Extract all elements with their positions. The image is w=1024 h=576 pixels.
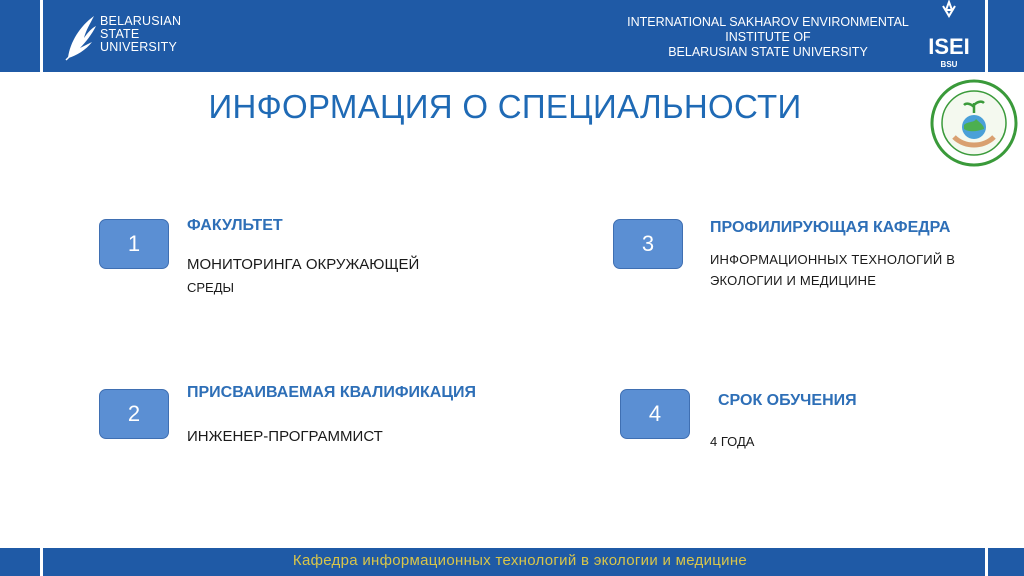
isei-logo-icon xyxy=(928,0,970,70)
isei-line-1: INTERNATIONAL SAKHAROV ENVIRONMENTAL xyxy=(627,15,909,29)
bsu-line-1: BELARUSIAN xyxy=(100,14,182,28)
header-divider xyxy=(40,0,43,72)
faculty-emblem-icon xyxy=(930,79,1018,167)
isei-line-3: BELARUSIAN STATE UNIVERSITY xyxy=(668,45,868,59)
isei-line-2: INSTITUTE OF xyxy=(725,30,811,44)
item-value-faculty-line-2: СРЕДЫ xyxy=(187,280,235,295)
isei-institute-name xyxy=(618,15,918,60)
footer-department-text: Кафедра информационных технологий в экологии и медицине xyxy=(292,552,748,569)
item-value-qualification: ИНЖЕНЕР-ПРОГРАММИСТ xyxy=(187,428,383,445)
item-value-duration: 4 ГОДА xyxy=(710,434,755,449)
item-value-department-line-2: ЭКОЛОГИИ И МЕДИЦИНЕ xyxy=(710,273,877,288)
item-number-box-2: 2 xyxy=(99,389,169,439)
item-number-box-1: 1 xyxy=(99,219,169,269)
item-heading-duration: СРОК ОБУЧЕНИЯ xyxy=(718,392,857,409)
header-band xyxy=(0,0,1024,72)
footer-band xyxy=(0,548,1024,576)
bsu-line-2: STATE xyxy=(100,27,140,41)
item-number-box-3: 3 xyxy=(613,219,683,269)
isei-logo-text: ISEI xyxy=(928,34,970,59)
item-heading-qualification: ПРИСВАИВАЕМАЯ КВАЛИФИКАЦИЯ xyxy=(187,384,477,401)
isei-logo-sub: BSU xyxy=(940,60,958,69)
bsu-logo-text xyxy=(100,15,181,54)
item-heading-faculty: ФАКУЛЬТЕТ xyxy=(187,217,283,234)
item-heading-department: ПРОФИЛИРУЮЩАЯ КАФЕДРА xyxy=(710,219,951,236)
item-number-box-4: 4 xyxy=(620,389,690,439)
bsu-line-3: UNIVERSITY xyxy=(100,40,178,54)
header-divider xyxy=(985,0,988,72)
item-value-faculty-line-1: МОНИТОРИНГА ОКРУЖАЮЩЕЙ xyxy=(187,256,420,273)
item-value-department-line-1: ИНФОРМАЦИОННЫХ ТЕХНОЛОГИЙ В xyxy=(710,252,956,267)
page-title: ИНФОРМАЦИЯ О СПЕЦИАЛЬНОСТИ xyxy=(208,88,802,125)
